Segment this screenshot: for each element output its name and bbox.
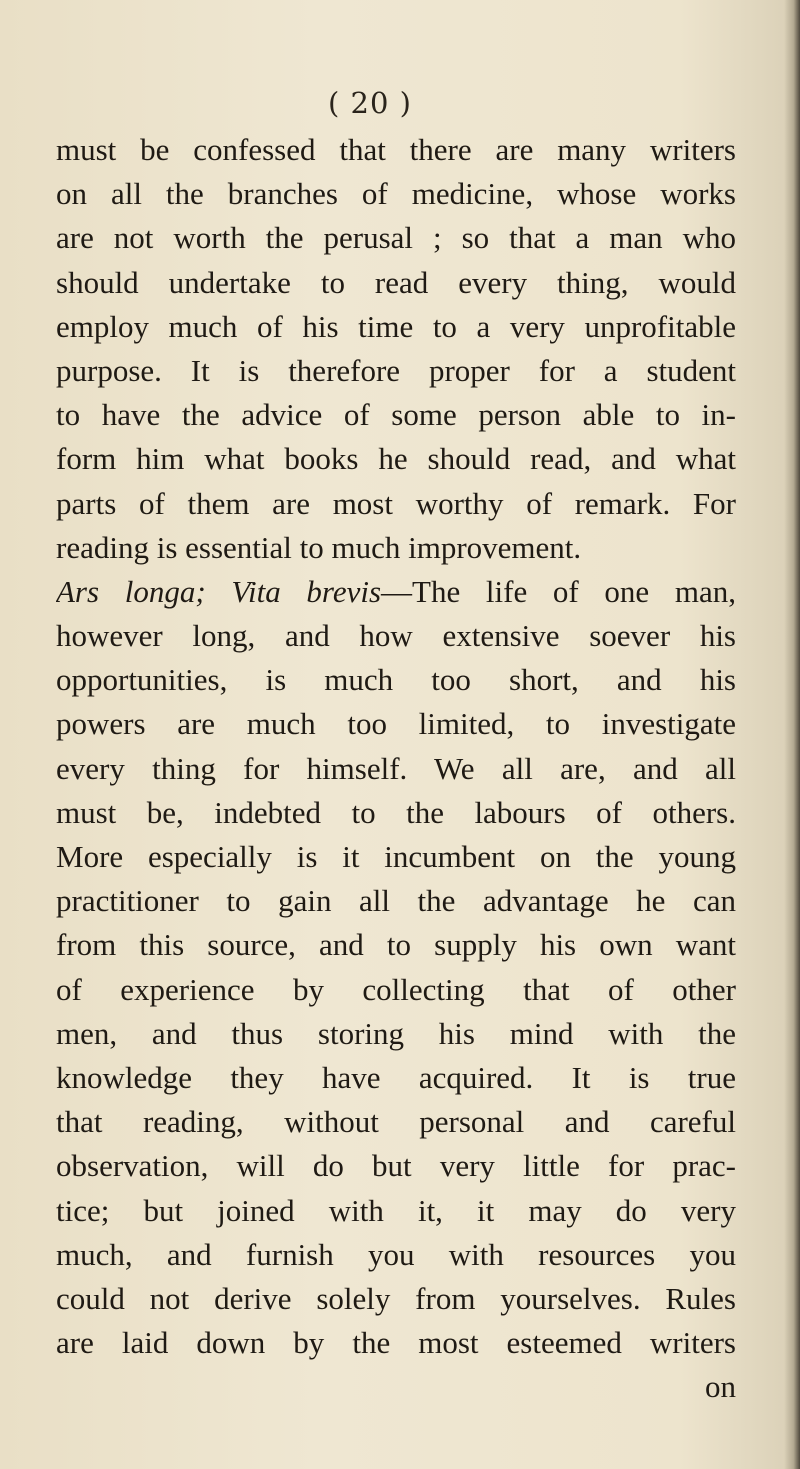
text-line: must be confessed that there are many writers (56, 132, 736, 167)
text-line: More especially is it incumbent on the young (56, 839, 736, 874)
text-line: are laid down by the most esteemed writers (56, 1325, 736, 1361)
text-line: that reading, without personal and careful (56, 1104, 736, 1140)
text-line: are not worth the perusal ; so that a man who (56, 220, 736, 256)
text-line: from this source, and to supply his own want (56, 927, 736, 963)
text-line: reading is essential to much improvement. (56, 529, 582, 565)
text-line: employ much of his time to a very unprofitable (56, 308, 736, 344)
text-line: purpose. It is therefore proper for a student (56, 352, 736, 388)
text-line-rest: —The life of one man, (381, 573, 736, 609)
text-line: form him what books he should read, and what (56, 441, 736, 477)
text-line: knowledge they have acquired. It is true (56, 1059, 736, 1095)
text-line: parts of them are most worthy of remark. For (56, 485, 736, 521)
text-line: should undertake to read every thing, would (56, 264, 736, 300)
page-edge-shadow (784, 0, 800, 1469)
page-number: ( 20 ) (328, 86, 412, 120)
text-line: must be, indebted to the labours of others. (56, 794, 736, 830)
text-line: tice; but joined with it, it may do very (56, 1192, 736, 1228)
text-line: on all the branches of medicine, whose works (56, 176, 736, 212)
text-line: men, and thus storing his mind with the (56, 1015, 736, 1051)
catchword: on (705, 1369, 736, 1405)
text-line: could not derive solely from yourselves. Rules (56, 1280, 736, 1316)
text-line: powers are much too limited, to investigate (56, 706, 736, 742)
text-line-latin-quote (56, 570, 736, 614)
text-line: opportunities, is much too short, and his (56, 662, 736, 698)
body-text (56, 128, 736, 1409)
text-line: to have the advice of some person able to in- (56, 397, 736, 433)
latin-phrase: Ars longa; Vita brevis (56, 573, 382, 609)
text-line: observation, will do but very little for prac- (56, 1148, 736, 1184)
text-line: of experience by collecting that of other (56, 971, 736, 1007)
text-line: every thing for himself. We all are, and all (56, 750, 736, 786)
text-line: much, and furnish you with resources you (56, 1236, 736, 1272)
text-line: however long, and how extensive soever his (56, 618, 736, 654)
text-line: practitioner to gain all the advantage he can (56, 883, 736, 919)
